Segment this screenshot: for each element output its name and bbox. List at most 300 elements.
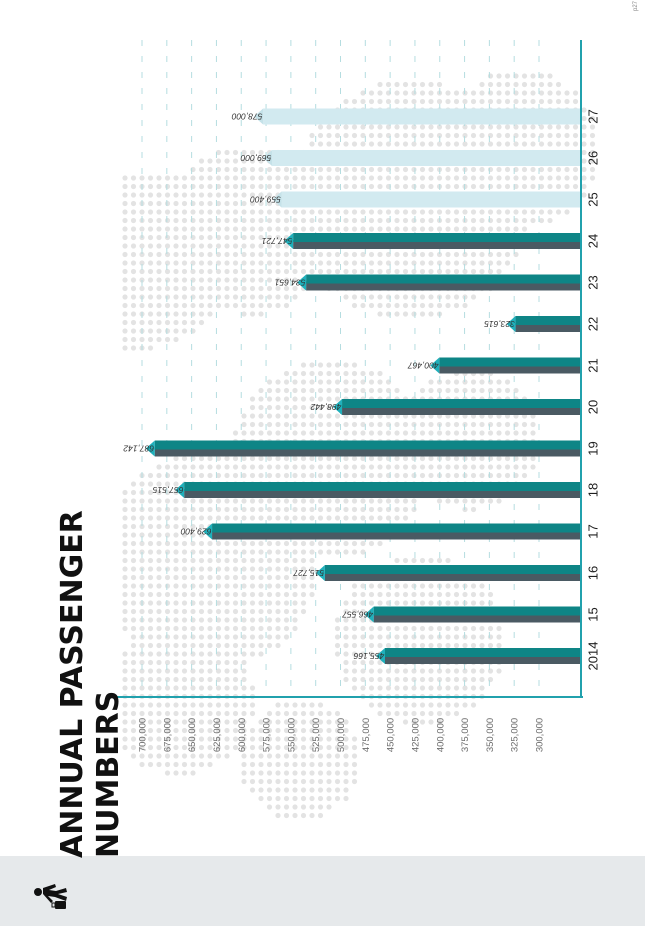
map-dot [233,507,238,512]
map-dot [309,218,314,223]
map-dot [275,575,280,580]
map-dot [479,685,484,690]
map-dot [131,668,136,673]
map-dot [301,583,306,588]
map-dot [250,226,255,231]
map-dot [386,464,391,469]
map-dot [284,804,289,809]
map-dot [284,711,289,716]
map-dot [479,634,484,639]
map-dot [403,184,408,189]
map-dot [394,515,399,520]
map-dot [182,600,187,605]
map-dot [471,260,476,265]
map-dot [275,413,280,418]
map-dot [292,753,297,758]
map-dot [250,260,255,265]
map-dot [241,235,246,240]
map-dot [513,209,518,214]
map-dot [131,235,136,240]
map-dot [199,303,204,308]
map-dot [301,736,306,741]
map-dot [581,141,586,146]
map-dot [488,99,493,104]
map-dot [369,422,374,427]
map-dot [513,175,518,180]
map-dot [224,643,229,648]
tick-label: 625,000 [211,717,223,753]
map-dot [258,753,263,758]
map-dot [471,668,476,673]
map-dot [445,124,450,129]
map-dot [377,184,382,189]
map-dot [309,813,314,818]
map-dot [122,575,127,580]
map-dot [292,583,297,588]
map-dot [420,82,425,87]
map-dot [199,745,204,750]
map-dot [275,592,280,597]
map-dot [403,668,408,673]
tick-label: 650,000 [187,717,199,753]
map-dot [301,175,306,180]
category-label: 21 [585,358,601,373]
data-label: 323,615 [484,319,515,329]
map-dot [496,226,501,231]
title-group [55,510,126,858]
map-dot [216,702,221,707]
map-dot [173,243,178,248]
map-dot [131,541,136,546]
map-dot [258,770,263,775]
bar-group [484,316,601,332]
map-dot [156,549,161,554]
map-dot [224,277,229,282]
map-dot [335,796,340,801]
map-dot [267,600,272,605]
map-dot [173,626,178,631]
map-dot [445,592,450,597]
map-dot [233,286,238,291]
map-dot [250,235,255,240]
map-dot [148,498,153,503]
map-dot [267,277,272,282]
map-dot [216,626,221,631]
map-dot [530,82,535,87]
map-dot [284,813,289,818]
map-dot [454,124,459,129]
bar [212,524,581,533]
map-dot [224,226,229,231]
map-dot [182,184,187,189]
map-dot [411,668,416,673]
map-dot [471,209,476,214]
map-dot [131,549,136,554]
map-dot [233,515,238,520]
map-dot [156,320,161,325]
map-dot [581,175,586,180]
map-dot [241,668,246,673]
bar [155,441,581,450]
map-dot [207,201,212,206]
map-dot [488,73,493,78]
map-dot [301,430,306,435]
map-dot [360,226,365,231]
map-dot [369,498,374,503]
map-dot [139,575,144,580]
map-dot [318,252,323,257]
map-dot [190,643,195,648]
map-dot [454,133,459,138]
map-dot [471,133,476,138]
map-dot [233,643,238,648]
map-dot [377,685,382,690]
map-dot [505,464,510,469]
map-dot [173,719,178,724]
map-dot [335,770,340,775]
map-dot [420,456,425,461]
map-dot [224,167,229,172]
map-dot [173,770,178,775]
map-dot [165,201,170,206]
map-dot [326,124,331,129]
map-dot [173,303,178,308]
map-dot [148,175,153,180]
map-dot [207,685,212,690]
map-dot [275,456,280,461]
map-dot [309,260,314,265]
map-dot [139,515,144,520]
map-dot [411,507,416,512]
map-dot [318,226,323,231]
map-dot [284,600,289,605]
map-dot [267,430,272,435]
map-dot [496,90,501,95]
map-dot [207,592,212,597]
map-dot [326,430,331,435]
map-dot [165,770,170,775]
map-dot [224,150,229,155]
map-dot [216,711,221,716]
map-dot [445,702,450,707]
map-dot [420,626,425,631]
map-dot [292,184,297,189]
map-dot [479,184,484,189]
map-dot [335,711,340,716]
map-dot [267,609,272,614]
map-dot [343,226,348,231]
map-dot [496,175,501,180]
map-dot [267,779,272,784]
map-dot [403,643,408,648]
map-dot [301,218,306,223]
map-dot [326,175,331,180]
map-dot [488,90,493,95]
map-dot [403,141,408,146]
map-dot [318,541,323,546]
map-dot [309,711,314,716]
map-dot [122,617,127,622]
map-dot [335,184,340,189]
map-dot [343,498,348,503]
map-dot [139,209,144,214]
map-dot [156,269,161,274]
map-dot [207,311,212,316]
map-dot [403,592,408,597]
map-dot [309,269,314,274]
map-dot [479,677,484,682]
map-dot [241,456,246,461]
bar [325,565,581,574]
map-dot [173,609,178,614]
map-dot [547,175,552,180]
map-dot [445,464,450,469]
map-dot [454,600,459,605]
map-dot [275,736,280,741]
map-dot [224,719,229,724]
map-dot [420,702,425,707]
map-dot [156,736,161,741]
map-dot [309,804,314,809]
map-dot [292,804,297,809]
map-dot [377,498,382,503]
map-dot [318,379,323,384]
map-dot [292,422,297,427]
map-dot [369,175,374,180]
map-dot [343,677,348,682]
map-dot [343,668,348,673]
map-dot [471,592,476,597]
map-dot [267,617,272,622]
map-dot [258,498,263,503]
map-dot [190,762,195,767]
map-dot [182,541,187,546]
map-dot [122,600,127,605]
map-dot [318,209,323,214]
map-dot [224,711,229,716]
map-dot [496,99,501,104]
map-dot [250,218,255,223]
map-dot [454,634,459,639]
map-dot [165,660,170,665]
map-dot [241,184,246,189]
map-dot [207,464,212,469]
map-dot [318,464,323,469]
map-dot [335,218,340,223]
category-label: 16 [585,565,601,581]
map-dot [173,515,178,520]
map-dot [377,626,382,631]
map-dot [335,464,340,469]
map-dot [199,575,204,580]
map-dot [250,209,255,214]
map-dot [386,141,391,146]
map-dot [352,422,357,427]
map-dot [216,592,221,597]
map-dot [275,430,280,435]
map-dot [309,464,314,469]
map-dot [122,294,127,299]
map-dot [292,260,297,265]
map-dot [258,260,263,265]
map-dot [233,702,238,707]
map-dot [403,209,408,214]
map-dot [479,379,484,384]
map-dot [148,634,153,639]
map-dot [505,430,510,435]
map-dot [309,702,314,707]
map-dot [250,685,255,690]
map-dot [275,549,280,554]
map-dot [496,388,501,393]
map-dot [199,558,204,563]
map-dot [394,388,399,393]
map-dot [377,473,382,478]
map-dot [148,184,153,189]
map-dot [216,175,221,180]
map-dot [377,430,382,435]
map-dot [216,753,221,758]
map-dot [122,532,127,537]
map-dot [199,311,204,316]
map-dot [326,507,331,512]
map-dot [309,175,314,180]
map-dot [199,498,204,503]
traveller-with-luggage-icon [34,884,67,909]
map-dot [207,175,212,180]
map-dot [122,328,127,333]
map-dot [471,388,476,393]
map-dot [122,677,127,682]
map-dot [233,498,238,503]
map-dot [275,303,280,308]
map-dot [131,575,136,580]
map-dot [462,141,467,146]
map-dot [241,294,246,299]
map-dot [207,209,212,214]
map-dot [241,770,246,775]
map-dot [190,592,195,597]
map-dot [233,218,238,223]
map-dot [445,677,450,682]
map-dot [250,558,255,563]
map-dot [590,175,595,180]
map-dot [556,99,561,104]
map-dot [139,711,144,716]
map-dot [224,549,229,554]
map-dot [326,269,331,274]
map-dot [182,260,187,265]
map-dot [437,626,442,631]
map-dot [233,209,238,214]
map-dot [131,515,136,520]
map-dot [190,685,195,690]
map-dot [148,328,153,333]
map-dot [165,677,170,682]
map-dot [377,209,382,214]
map-dot [241,226,246,231]
map-dot [148,218,153,223]
map-dot [122,252,127,257]
map-dot [156,252,161,257]
map-dot [207,294,212,299]
map-dot [292,252,297,257]
map-dot [326,719,331,724]
map-dot [122,226,127,231]
map-dot [522,141,527,146]
map-dot [173,175,178,180]
bar [184,482,581,491]
map-dot [352,388,357,393]
map-dot [292,413,297,418]
map-dot [199,600,204,605]
map-dot [360,371,365,376]
map-dot [224,558,229,563]
map-dot [556,167,561,172]
tick-label: 525,000 [311,717,323,753]
map-dot [284,515,289,520]
map-dot [326,133,331,138]
map-dot [369,643,374,648]
map-dot [309,388,314,393]
map-dot [488,634,493,639]
map-dot [335,124,340,129]
map-dot [318,770,323,775]
tick-label: 600,000 [236,717,248,753]
map-dot [445,634,450,639]
map-dot [148,269,153,274]
map-dot [122,192,127,197]
map-dot [403,634,408,639]
map-dot [224,218,229,223]
map-dot [309,541,314,546]
category-label: 15 [585,607,601,622]
map-dot [241,685,246,690]
map-dot [479,643,484,648]
map-dot [352,456,357,461]
map-dot [318,218,323,223]
map-dot [224,651,229,656]
map-dot [156,507,161,512]
map-dot [386,226,391,231]
map-dot [139,626,144,631]
bar [263,109,581,125]
map-dot [428,464,433,469]
map-dot [318,167,323,172]
map-dot [454,498,459,503]
map-dot [173,566,178,571]
map-dot [547,133,552,138]
map-dot [267,286,272,291]
map-dot [224,592,229,597]
map-dot [182,226,187,231]
map-dot [530,184,535,189]
map-dot [267,515,272,520]
map-dot [394,422,399,427]
map-dot [284,609,289,614]
map-dot [182,277,187,282]
map-dot [199,175,204,180]
map-dot [454,456,459,461]
map-dot [131,277,136,282]
map-dot [352,677,357,682]
map-dot [148,481,153,486]
map-dot [258,762,263,767]
map-dot [258,405,263,410]
category-label: 25 [585,192,601,207]
map-dot [547,141,552,146]
map-dot [369,464,374,469]
